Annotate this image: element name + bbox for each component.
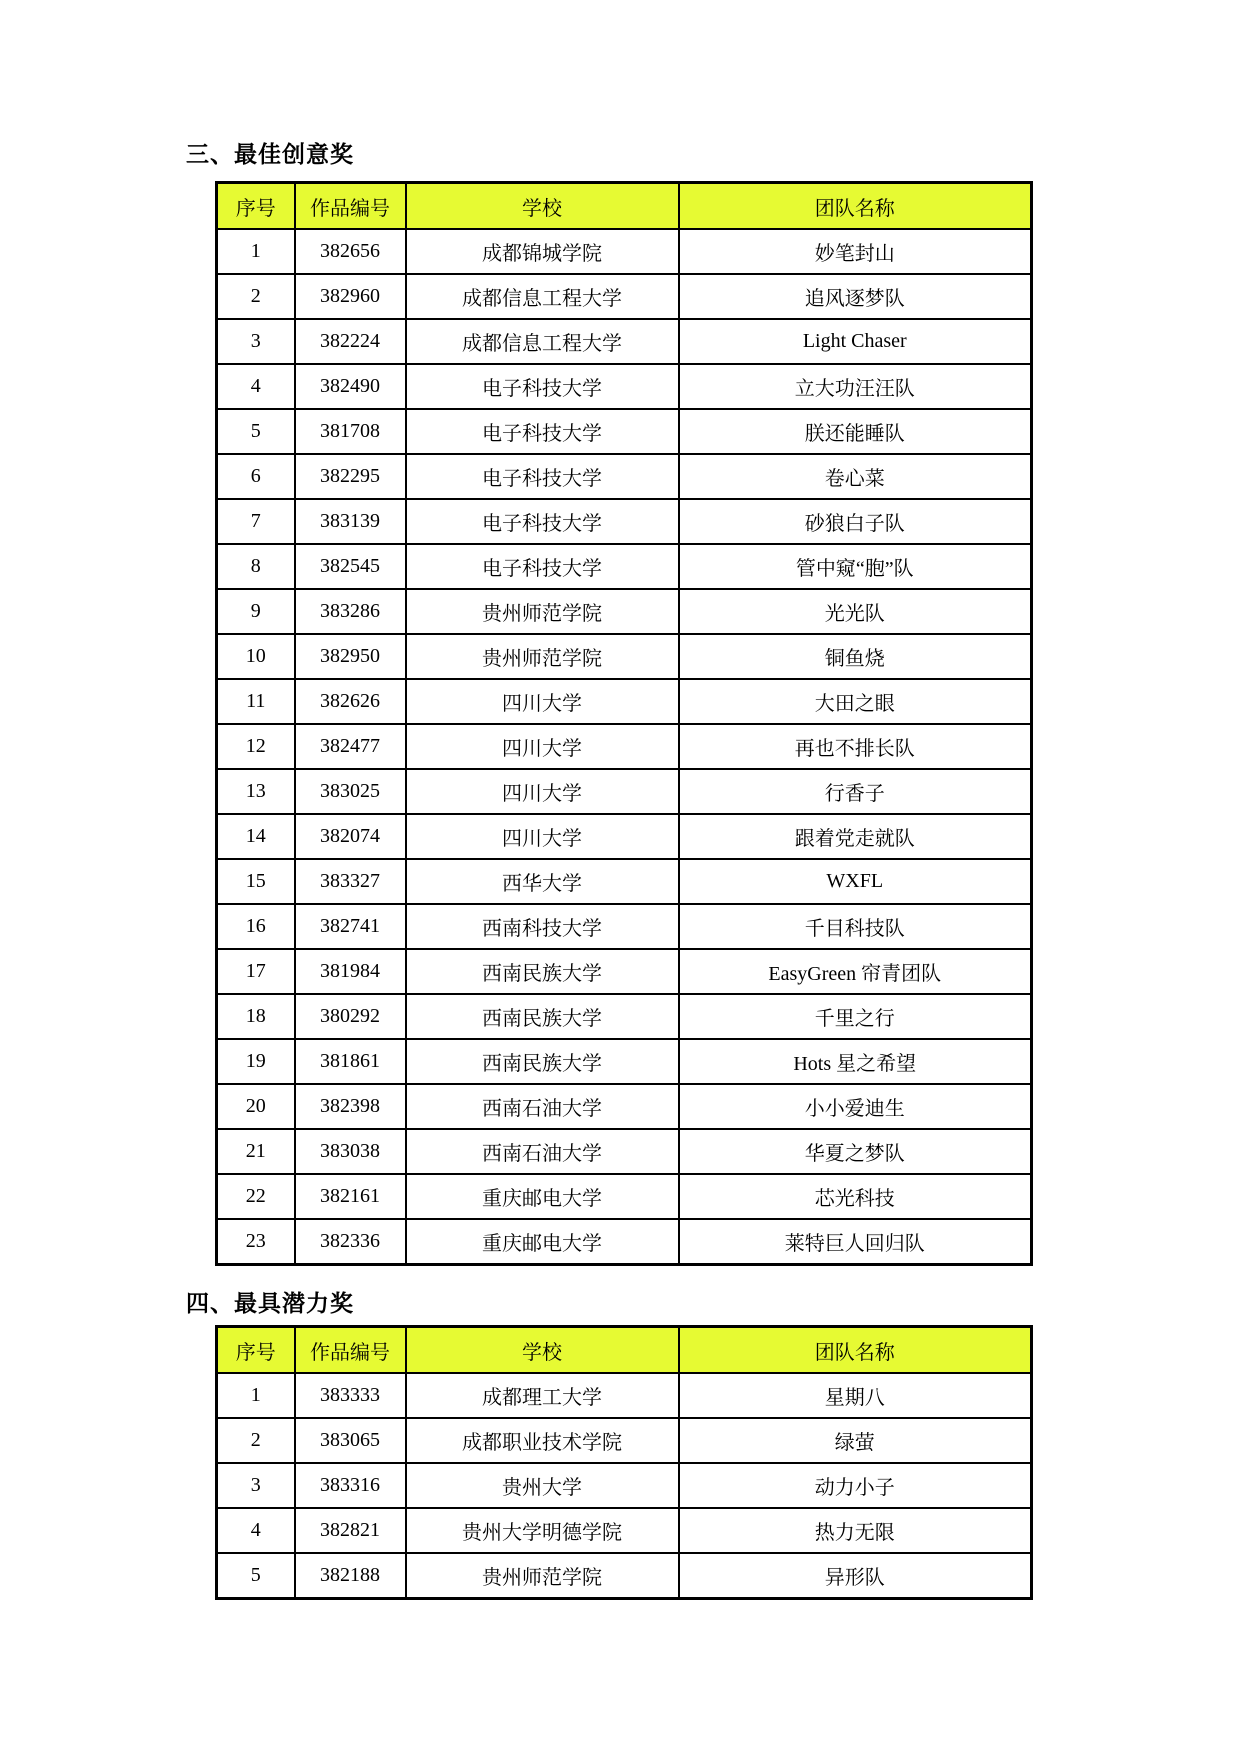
cell-index: 3 — [217, 1463, 295, 1508]
cell-index: 4 — [217, 1508, 295, 1553]
cell-school: 成都理工大学 — [406, 1373, 679, 1418]
cell-school: 贵州师范学院 — [406, 634, 679, 679]
cell-school: 成都职业技术学院 — [406, 1418, 679, 1463]
header-row — [217, 183, 1032, 230]
table-row — [217, 859, 1032, 904]
cell-index: 23 — [217, 1219, 295, 1265]
cell-work-id: 383025 — [295, 769, 406, 814]
table-row — [217, 1463, 1032, 1508]
cell-school: 西南民族大学 — [406, 949, 679, 994]
table-row — [217, 634, 1032, 679]
table-row — [217, 1129, 1032, 1174]
cell-school: 电子科技大学 — [406, 454, 679, 499]
table-row — [217, 319, 1032, 364]
cell-school: 西华大学 — [406, 859, 679, 904]
table-row — [217, 229, 1032, 274]
cell-index: 3 — [217, 319, 295, 364]
cell-school: 四川大学 — [406, 724, 679, 769]
cell-index: 1 — [217, 229, 295, 274]
cell-work-id: 382295 — [295, 454, 406, 499]
cell-school: 西南科技大学 — [406, 904, 679, 949]
cell-school: 西南石油大学 — [406, 1084, 679, 1129]
cell-work-id: 382161 — [295, 1174, 406, 1219]
cell-index: 21 — [217, 1129, 295, 1174]
cell-team-name: 星期八 — [679, 1373, 1032, 1418]
table-row — [217, 679, 1032, 724]
cell-school: 四川大学 — [406, 679, 679, 724]
award-table-most-potential — [215, 1325, 1033, 1600]
cell-school: 西南民族大学 — [406, 1039, 679, 1084]
column-header-team-name: 团队名称 — [679, 183, 1032, 230]
cell-team-name: Hots 星之希望 — [679, 1039, 1032, 1084]
cell-team-name: WXFL — [679, 859, 1032, 904]
table-row — [217, 499, 1032, 544]
column-header-index: 序号 — [217, 1327, 295, 1374]
cell-index: 11 — [217, 679, 295, 724]
cell-school: 电子科技大学 — [406, 499, 679, 544]
cell-school: 重庆邮电大学 — [406, 1219, 679, 1265]
table-body-best-creativity — [217, 229, 1032, 1265]
cell-work-id: 382336 — [295, 1219, 406, 1265]
cell-team-name: 铜鱼烧 — [679, 634, 1032, 679]
table-row — [217, 1084, 1032, 1129]
table-row — [217, 1508, 1032, 1553]
cell-team-name: 砂狼白子队 — [679, 499, 1032, 544]
cell-index: 2 — [217, 274, 295, 319]
cell-school: 贵州大学明德学院 — [406, 1508, 679, 1553]
table-row — [217, 1219, 1032, 1265]
cell-index: 17 — [217, 949, 295, 994]
cell-work-id: 383038 — [295, 1129, 406, 1174]
cell-team-name: 华夏之梦队 — [679, 1129, 1032, 1174]
cell-work-id: 382477 — [295, 724, 406, 769]
cell-team-name: 千目科技队 — [679, 904, 1032, 949]
table-row — [217, 589, 1032, 634]
cell-index: 14 — [217, 814, 295, 859]
cell-school: 电子科技大学 — [406, 544, 679, 589]
cell-team-name: 大田之眼 — [679, 679, 1032, 724]
cell-team-name: EasyGreen 帘青团队 — [679, 949, 1032, 994]
cell-index: 20 — [217, 1084, 295, 1129]
cell-team-name: 绿萤 — [679, 1418, 1032, 1463]
cell-school: 四川大学 — [406, 814, 679, 859]
cell-team-name: 卷心菜 — [679, 454, 1032, 499]
cell-team-name: 动力小子 — [679, 1463, 1032, 1508]
cell-work-id: 382626 — [295, 679, 406, 724]
cell-index: 16 — [217, 904, 295, 949]
cell-index: 15 — [217, 859, 295, 904]
cell-team-name: 立大功汪汪队 — [679, 364, 1032, 409]
cell-team-name: 行香子 — [679, 769, 1032, 814]
cell-school: 贵州师范学院 — [406, 1553, 679, 1599]
cell-team-name: 朕还能睡队 — [679, 409, 1032, 454]
cell-index: 5 — [217, 409, 295, 454]
cell-index: 6 — [217, 454, 295, 499]
cell-work-id: 381708 — [295, 409, 406, 454]
table-row — [217, 814, 1032, 859]
cell-school: 西南民族大学 — [406, 994, 679, 1039]
column-header-work-id: 作品编号 — [295, 183, 406, 230]
table-row — [217, 454, 1032, 499]
cell-work-id: 382960 — [295, 274, 406, 319]
cell-team-name: 追风逐梦队 — [679, 274, 1032, 319]
cell-school: 成都信息工程大学 — [406, 319, 679, 364]
cell-team-name: 芯光科技 — [679, 1174, 1032, 1219]
cell-school: 成都信息工程大学 — [406, 274, 679, 319]
cell-work-id: 383333 — [295, 1373, 406, 1418]
cell-work-id: 383139 — [295, 499, 406, 544]
table-body-most-potential — [217, 1373, 1032, 1599]
cell-team-name: 小小爱迪生 — [679, 1084, 1032, 1129]
cell-school: 重庆邮电大学 — [406, 1174, 679, 1219]
cell-school: 四川大学 — [406, 769, 679, 814]
cell-index: 5 — [217, 1553, 295, 1599]
cell-work-id: 382490 — [295, 364, 406, 409]
column-header-team-name: 团队名称 — [679, 1327, 1032, 1374]
cell-school: 西南石油大学 — [406, 1129, 679, 1174]
cell-work-id: 383065 — [295, 1418, 406, 1463]
table-row — [217, 1174, 1032, 1219]
table-row — [217, 949, 1032, 994]
table-row — [217, 274, 1032, 319]
table-row — [217, 1039, 1032, 1084]
column-header-school: 学校 — [406, 1327, 679, 1374]
cell-work-id: 381861 — [295, 1039, 406, 1084]
cell-team-name: 跟着党走就队 — [679, 814, 1032, 859]
cell-work-id: 380292 — [295, 994, 406, 1039]
cell-index: 8 — [217, 544, 295, 589]
cell-work-id: 381984 — [295, 949, 406, 994]
cell-index: 2 — [217, 1418, 295, 1463]
table-row — [217, 1418, 1032, 1463]
cell-team-name: 千里之行 — [679, 994, 1032, 1039]
header-row — [217, 1327, 1032, 1374]
section-title-best-creativity: 三、最佳创意奖 — [186, 142, 354, 167]
cell-work-id: 382398 — [295, 1084, 406, 1129]
cell-work-id: 382950 — [295, 634, 406, 679]
cell-school: 成都锦城学院 — [406, 229, 679, 274]
cell-work-id: 382821 — [295, 1508, 406, 1553]
table-row — [217, 409, 1032, 454]
cell-index: 4 — [217, 364, 295, 409]
cell-work-id: 382224 — [295, 319, 406, 364]
cell-work-id: 382741 — [295, 904, 406, 949]
cell-index: 1 — [217, 1373, 295, 1418]
cell-index: 7 — [217, 499, 295, 544]
cell-school: 贵州大学 — [406, 1463, 679, 1508]
cell-team-name: Light Chaser — [679, 319, 1032, 364]
cell-index: 22 — [217, 1174, 295, 1219]
cell-team-name: 光光队 — [679, 589, 1032, 634]
award-table-best-creativity — [215, 181, 1033, 1266]
table-row — [217, 1553, 1032, 1599]
cell-work-id: 382656 — [295, 229, 406, 274]
section-title-most-potential: 四、最具潜力奖 — [186, 1291, 354, 1316]
cell-school: 电子科技大学 — [406, 364, 679, 409]
cell-index: 12 — [217, 724, 295, 769]
column-header-work-id: 作品编号 — [295, 1327, 406, 1374]
cell-team-name: 莱特巨人回归队 — [679, 1219, 1032, 1265]
cell-index: 18 — [217, 994, 295, 1039]
cell-team-name: 管中窥“胞”队 — [679, 544, 1032, 589]
cell-team-name: 热力无限 — [679, 1508, 1032, 1553]
cell-index: 13 — [217, 769, 295, 814]
column-header-school: 学校 — [406, 183, 679, 230]
cell-work-id: 382188 — [295, 1553, 406, 1599]
table-row — [217, 1373, 1032, 1418]
cell-work-id: 383327 — [295, 859, 406, 904]
cell-team-name: 异形队 — [679, 1553, 1032, 1599]
cell-index: 19 — [217, 1039, 295, 1084]
table-row — [217, 769, 1032, 814]
cell-work-id: 382545 — [295, 544, 406, 589]
cell-team-name: 再也不排长队 — [679, 724, 1032, 769]
cell-school: 电子科技大学 — [406, 409, 679, 454]
cell-index: 10 — [217, 634, 295, 679]
cell-team-name: 妙笔封山 — [679, 229, 1032, 274]
cell-work-id: 383316 — [295, 1463, 406, 1508]
cell-index: 9 — [217, 589, 295, 634]
cell-work-id: 382074 — [295, 814, 406, 859]
table-row — [217, 544, 1032, 589]
table-row — [217, 994, 1032, 1039]
table-row — [217, 904, 1032, 949]
table-row — [217, 364, 1032, 409]
column-header-index: 序号 — [217, 183, 295, 230]
table-row — [217, 724, 1032, 769]
cell-school: 贵州师范学院 — [406, 589, 679, 634]
cell-work-id: 383286 — [295, 589, 406, 634]
